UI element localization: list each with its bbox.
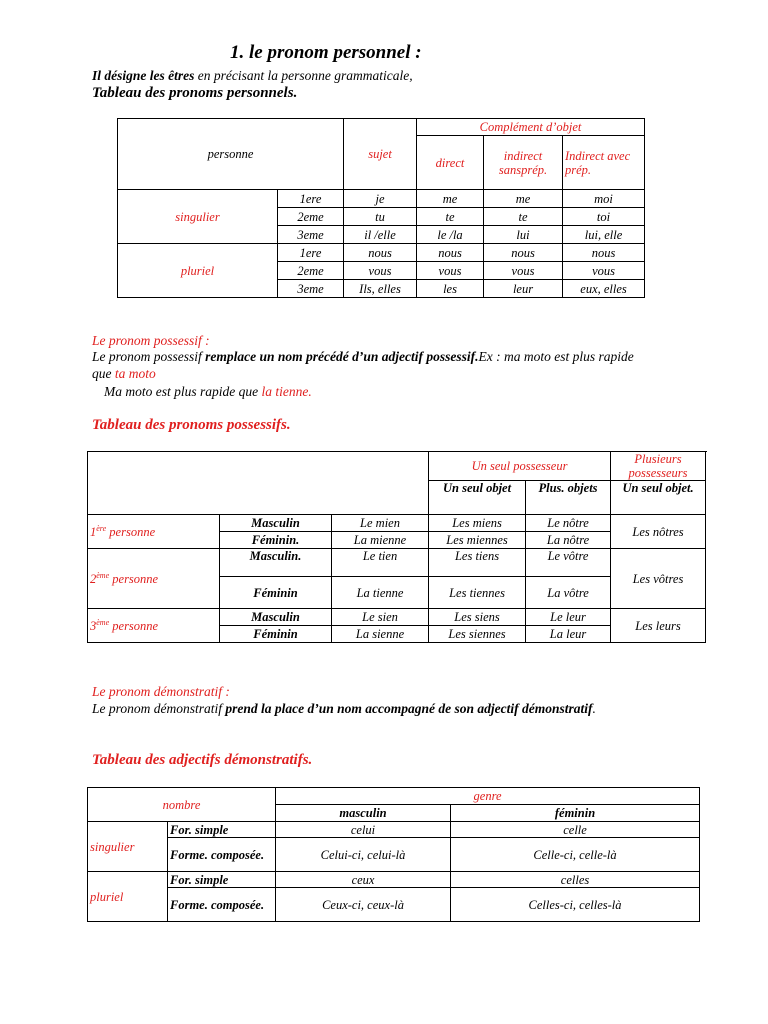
text: que — [92, 366, 115, 381]
label-3eme-personne — [88, 609, 220, 643]
blank-corner — [88, 452, 429, 515]
cell: Le sien — [332, 609, 429, 626]
cell: te — [484, 208, 563, 226]
text: Ex : ma moto est plus rapide — [478, 349, 634, 364]
intro-line — [92, 68, 413, 84]
label-pluriel: pluriel — [88, 872, 168, 922]
cell-les-leurs: Les leurs — [611, 609, 706, 643]
demonstrative-table-heading: Tableau des adjectifs démonstratifs. — [92, 752, 313, 768]
cell: Le vôtre — [526, 549, 611, 577]
text: 2 — [90, 571, 97, 586]
cell: nous — [417, 244, 484, 262]
cell: La mienne — [332, 532, 429, 549]
header-plusieurs-possesseurs: Plusieurs possesseurs — [611, 452, 706, 481]
cell: il /elle — [344, 226, 417, 244]
cell: lui, elle — [563, 226, 645, 244]
demonstrative-line — [92, 701, 596, 717]
cell: Féminin. — [220, 532, 332, 549]
header-complement: Complément d’objet — [417, 119, 645, 136]
header-direct: direct — [417, 136, 484, 190]
header-personne: personne — [118, 119, 344, 190]
cell: tu — [344, 208, 417, 226]
cell: Féminin — [220, 626, 332, 643]
cell: vous — [484, 262, 563, 280]
cell-les-votres: Les vôtres — [611, 549, 706, 609]
header-masculin: masculin — [276, 805, 451, 822]
cell: leur — [484, 280, 563, 298]
header-indirect-sans: indirect sansprép. — [484, 136, 563, 190]
cell: La sienne — [332, 626, 429, 643]
text: 1 — [90, 524, 97, 539]
cell: Les miens — [429, 515, 526, 532]
cell: Ceux-ci, ceux-là — [276, 888, 451, 922]
text-bold: prend la place d’un nom accompagné de son adjectif démonstratif — [225, 701, 593, 716]
cell: Forme. composée. — [168, 838, 276, 872]
cell: moi — [563, 190, 645, 208]
cell: Masculin — [220, 609, 332, 626]
header-feminin: féminin — [451, 805, 700, 822]
personal-table-heading: Tableau des pronoms personnels. — [92, 85, 298, 101]
cell: 2eme — [278, 262, 344, 280]
cell: ceux — [276, 872, 451, 888]
cell: Féminin — [220, 577, 332, 609]
text: personne — [109, 618, 159, 633]
cell: Celle-ci, celle-là — [451, 838, 700, 872]
cell: Le mien — [332, 515, 429, 532]
header-indirect-avec: Indirect avec prép. — [563, 136, 645, 190]
text: ème — [96, 570, 110, 580]
cell: La tienne — [332, 577, 429, 609]
label-singulier: singulier — [118, 190, 278, 244]
cell: lui — [484, 226, 563, 244]
cell: La vôtre — [526, 577, 611, 609]
header-un-seul-objet: Un seul objet — [429, 481, 526, 515]
cell: Les tiennes — [429, 577, 526, 609]
cell: Les tiens — [429, 549, 526, 577]
text: 3 — [90, 618, 97, 633]
cell: me — [484, 190, 563, 208]
cell: celles — [451, 872, 700, 888]
text: ème — [96, 617, 110, 627]
label-singulier: singulier — [88, 822, 168, 872]
demonstrative-table — [87, 787, 700, 922]
cell: Le leur — [526, 609, 611, 626]
cell: nous — [563, 244, 645, 262]
cell: 2eme — [278, 208, 344, 226]
cell: Celles-ci, celles-là — [451, 888, 700, 922]
cell: me — [417, 190, 484, 208]
cell: 1ere — [278, 244, 344, 262]
text-red: la tienne. — [261, 384, 312, 399]
text: Le pronom démonstratif — [92, 701, 226, 716]
cell-les-notres: Les nôtres — [611, 515, 706, 549]
label-1ere-personne — [88, 515, 220, 549]
personal-pronouns-table — [117, 118, 645, 298]
cell: toi — [563, 208, 645, 226]
possessive-line3 — [104, 384, 312, 400]
cell: te — [417, 208, 484, 226]
text: . — [592, 701, 596, 716]
cell: celle — [451, 822, 700, 838]
header-un-seul-objet-2: Un seul objet. — [611, 481, 706, 515]
cell: vous — [344, 262, 417, 280]
text-red: ta moto — [114, 366, 156, 381]
text: Le pronom possessif — [92, 349, 206, 364]
intro-rest: en précisant la personne grammaticale, — [194, 68, 413, 83]
cell: Les siennes — [429, 626, 526, 643]
possessive-label: Le pronom possessif : — [92, 333, 210, 348]
cell: For. simple — [168, 872, 276, 888]
label-pluriel: pluriel — [118, 244, 278, 298]
possessive-line2 — [92, 366, 156, 382]
possessive-table-heading: Tableau des pronoms possessifs. — [92, 417, 291, 433]
cell: La nôtre — [526, 532, 611, 549]
header-genre: genre — [276, 788, 700, 805]
cell: Le tien — [332, 549, 429, 577]
cell: Celui-ci, celui-là — [276, 838, 451, 872]
cell: vous — [563, 262, 645, 280]
demonstrative-label: Le pronom démonstratif : — [92, 684, 230, 699]
cell: celui — [276, 822, 451, 838]
cell: Masculin. — [220, 549, 332, 577]
header-nombre: nombre — [88, 788, 276, 822]
text: Ma moto est plus rapide que — [104, 384, 262, 399]
page-title: 1. le pronom personnel : — [230, 42, 422, 63]
cell: Forme. composée. — [168, 888, 276, 922]
header-seul-possesseur: Un seul possesseur — [429, 452, 611, 481]
header-sujet: sujet — [344, 119, 417, 190]
possessive-line1 — [92, 349, 634, 365]
cell: le /la — [417, 226, 484, 244]
cell: les — [417, 280, 484, 298]
text: personne — [109, 571, 159, 586]
cell: nous — [484, 244, 563, 262]
cell: Les miennes — [429, 532, 526, 549]
cell: vous — [417, 262, 484, 280]
intro-bold: Il désigne les êtres — [92, 68, 195, 83]
cell: Le nôtre — [526, 515, 611, 532]
cell: Les siens — [429, 609, 526, 626]
cell: 1ere — [278, 190, 344, 208]
cell: eux, elles — [563, 280, 645, 298]
cell: Ils, elles — [344, 280, 417, 298]
possessive-pronouns-table — [87, 451, 706, 643]
cell: For. simple — [168, 822, 276, 838]
cell: je — [344, 190, 417, 208]
text: personne — [106, 524, 156, 539]
cell: nous — [344, 244, 417, 262]
cell: 3eme — [278, 226, 344, 244]
label-2eme-personne — [88, 549, 220, 609]
cell: 3eme — [278, 280, 344, 298]
cell: Masculin — [220, 515, 332, 532]
text-bold: remplace un nom précédé d’un adjectif possessif. — [205, 349, 479, 364]
header-plus-objets: Plus. objets — [526, 481, 611, 515]
text: ère — [96, 523, 107, 533]
cell: La leur — [526, 626, 611, 643]
